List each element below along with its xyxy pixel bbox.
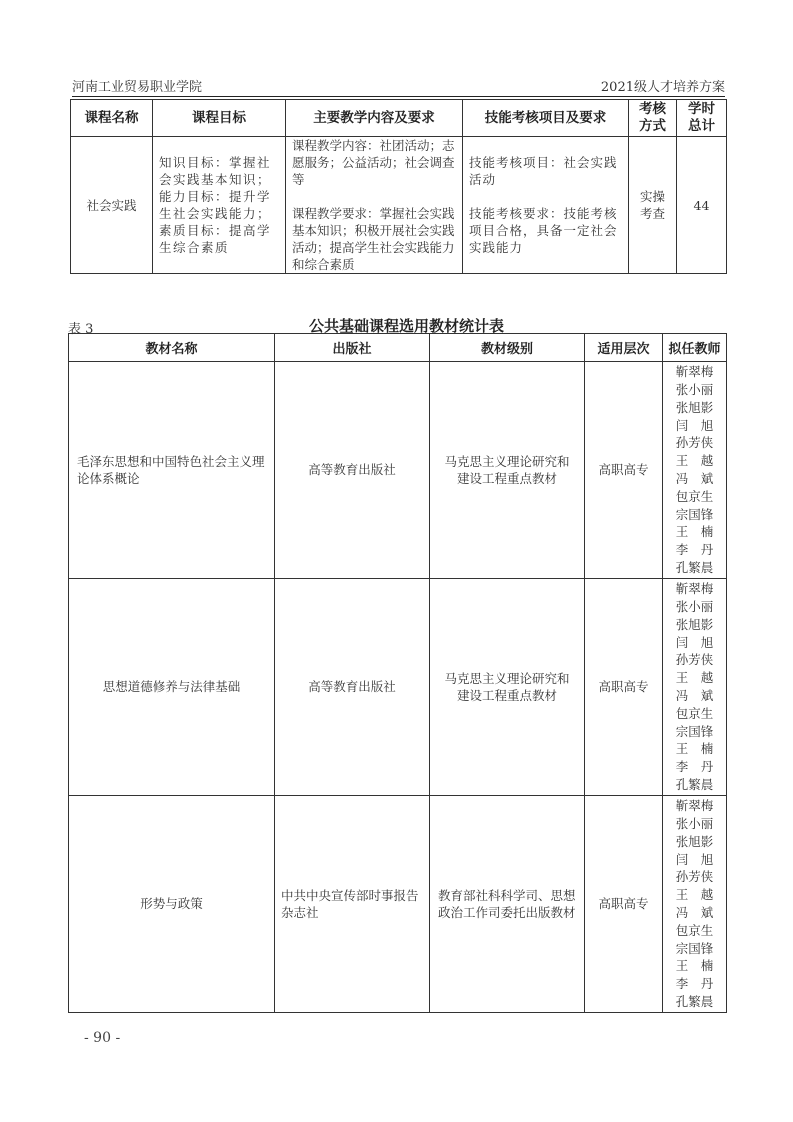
col-header-hours-line1: 学时 bbox=[688, 101, 715, 117]
col-header-book: 教材名称 bbox=[69, 334, 275, 362]
teacher-name: 张小丽 bbox=[675, 816, 714, 832]
assessment-method-cell bbox=[629, 137, 677, 274]
teacher-name: 靳翠梅 bbox=[675, 798, 714, 814]
teacher-name: 冯 斌 bbox=[675, 688, 714, 703]
teacher-name: 孙芳侠 bbox=[675, 435, 714, 451]
teachers-cell bbox=[663, 362, 727, 579]
course-table-header-row bbox=[71, 100, 727, 137]
teacher-name: 李 丹 bbox=[675, 759, 714, 775]
level-cell: 马克思主义理论研究和建设工程重点教材 bbox=[430, 362, 585, 579]
teacher-name: 张旭影 bbox=[675, 833, 714, 849]
table-row bbox=[69, 579, 727, 796]
teacher-name: 孙芳侠 bbox=[675, 869, 714, 885]
teacher-name: 王 楠 bbox=[675, 958, 714, 974]
col-header-content: 主要教学内容及要求 bbox=[286, 100, 463, 137]
course-name-cell: 社会实践 bbox=[71, 137, 153, 274]
teacher-name: 闫 旭 bbox=[675, 851, 714, 867]
publisher-cell: 高等教育出版社 bbox=[275, 579, 430, 796]
col-header-skill: 技能考核项目及要求 bbox=[463, 100, 629, 137]
col-header-course-goal: 课程目标 bbox=[153, 100, 286, 137]
col-header-teachers: 拟任教师 bbox=[663, 334, 727, 362]
teacher-name: 张旭影 bbox=[675, 399, 714, 415]
teacher-name: 靳翠梅 bbox=[675, 364, 714, 380]
method-line1: 实操 bbox=[639, 189, 665, 204]
teacher-name: 孔繁晨 bbox=[675, 559, 714, 575]
header-institution: 河南工业贸易职业学院 bbox=[72, 80, 203, 95]
teacher-name: 闫 旭 bbox=[675, 417, 714, 433]
method-line2: 考查 bbox=[639, 206, 665, 221]
scope-cell: 高职高专 bbox=[585, 579, 663, 796]
teacher-name: 王 楠 bbox=[675, 524, 714, 540]
col-header-level: 教材级别 bbox=[430, 334, 585, 362]
total-hours-cell: 44 bbox=[677, 137, 727, 274]
course-goal-cell bbox=[153, 137, 286, 274]
publisher-cell: 高等教育出版社 bbox=[275, 362, 430, 579]
teacher-name: 包京生 bbox=[675, 488, 714, 504]
spacer bbox=[292, 188, 456, 205]
teacher-name: 宗国锋 bbox=[675, 940, 714, 956]
skill-requirements: 技能考核要求：技能考核项目合格，具备一定社会实践能力 bbox=[469, 206, 618, 255]
col-header-method-line2: 方式 bbox=[639, 118, 666, 134]
teacher-name: 张小丽 bbox=[675, 382, 714, 398]
teacher-name: 李 丹 bbox=[675, 542, 714, 558]
teacher-name: 王 越 bbox=[675, 670, 714, 686]
course-table bbox=[70, 99, 727, 274]
skill-cell bbox=[463, 137, 629, 274]
teacher-name: 李 丹 bbox=[675, 976, 714, 992]
table-row bbox=[71, 137, 727, 274]
book-name-cell: 毛泽东思想和中国特色社会主义理论体系概论 bbox=[69, 362, 275, 579]
table-title: 公共基础课程选用教材统计表 bbox=[308, 317, 504, 335]
col-header-scope: 适用层次 bbox=[585, 334, 663, 362]
teacher-name: 王 越 bbox=[675, 453, 714, 469]
book-name-cell: 思想道德修养与法律基础 bbox=[69, 579, 275, 796]
teaching-content: 课程教学内容：社团活动；志愿服务；公益活动；社会调查等 bbox=[292, 138, 455, 187]
textbook-table-header-row bbox=[69, 334, 727, 362]
publisher-cell: 中共中央宣传部时事报告杂志社 bbox=[275, 796, 430, 1013]
col-header-publisher: 出版社 bbox=[275, 334, 430, 362]
goal-quality: 素质目标：提高学生综合素质 bbox=[159, 223, 272, 255]
level-cell: 马克思主义理论研究和建设工程重点教材 bbox=[430, 579, 585, 796]
col-header-method bbox=[629, 100, 677, 137]
teacher-name: 包京生 bbox=[675, 705, 714, 721]
teaching-requirements: 课程教学要求：掌握社会实践基本知识；积极开展社会实践活动；提高学生社会实践能力和综合素质 bbox=[292, 206, 455, 272]
page-number: - 90 - bbox=[84, 1030, 121, 1046]
skill-items: 技能考核项目：社会实践活动 bbox=[469, 155, 618, 187]
book-name-cell: 形势与政策 bbox=[69, 796, 275, 1013]
header-document-title: 2021级人才培养方案 bbox=[600, 80, 725, 95]
textbook-table bbox=[68, 333, 727, 1013]
teacher-name: 孙芳侠 bbox=[675, 652, 714, 668]
content-cell bbox=[286, 137, 463, 274]
col-header-method-line1: 考核 bbox=[639, 101, 666, 117]
teacher-name: 王 越 bbox=[675, 887, 714, 903]
scope-cell: 高职高专 bbox=[585, 796, 663, 1013]
scope-cell: 高职高专 bbox=[585, 362, 663, 579]
col-header-hours bbox=[677, 100, 727, 137]
teacher-name: 靳翠梅 bbox=[675, 581, 714, 597]
teachers-cell bbox=[663, 579, 727, 796]
teacher-name: 孔繁晨 bbox=[675, 776, 714, 792]
header-divider bbox=[72, 96, 725, 97]
teacher-name: 包京生 bbox=[675, 922, 714, 938]
teacher-name: 宗国锋 bbox=[675, 723, 714, 739]
col-header-hours-line2: 总计 bbox=[688, 118, 715, 134]
teacher-name: 宗国锋 bbox=[675, 506, 714, 522]
goal-ability: 能力目标：提升学生社会实践能力； bbox=[159, 189, 272, 221]
table-row bbox=[69, 362, 727, 579]
level-cell: 教育部社科科学司、思想政治工作司委托出版教材 bbox=[430, 796, 585, 1013]
table-label: 表 3 bbox=[68, 322, 94, 337]
teacher-name: 张小丽 bbox=[675, 599, 714, 615]
goal-knowledge: 知识目标：掌握社会实践基本知识； bbox=[159, 155, 272, 187]
spacer bbox=[469, 188, 622, 205]
teacher-name: 冯 斌 bbox=[675, 905, 714, 920]
teacher-name: 闫 旭 bbox=[675, 634, 714, 650]
teacher-name: 孔繁晨 bbox=[675, 993, 714, 1009]
table-row bbox=[69, 796, 727, 1013]
teacher-name: 冯 斌 bbox=[675, 471, 714, 486]
col-header-course-name: 课程名称 bbox=[71, 100, 153, 137]
teachers-cell bbox=[663, 796, 727, 1013]
teacher-name: 王 楠 bbox=[675, 741, 714, 757]
teacher-name: 张旭影 bbox=[675, 616, 714, 632]
